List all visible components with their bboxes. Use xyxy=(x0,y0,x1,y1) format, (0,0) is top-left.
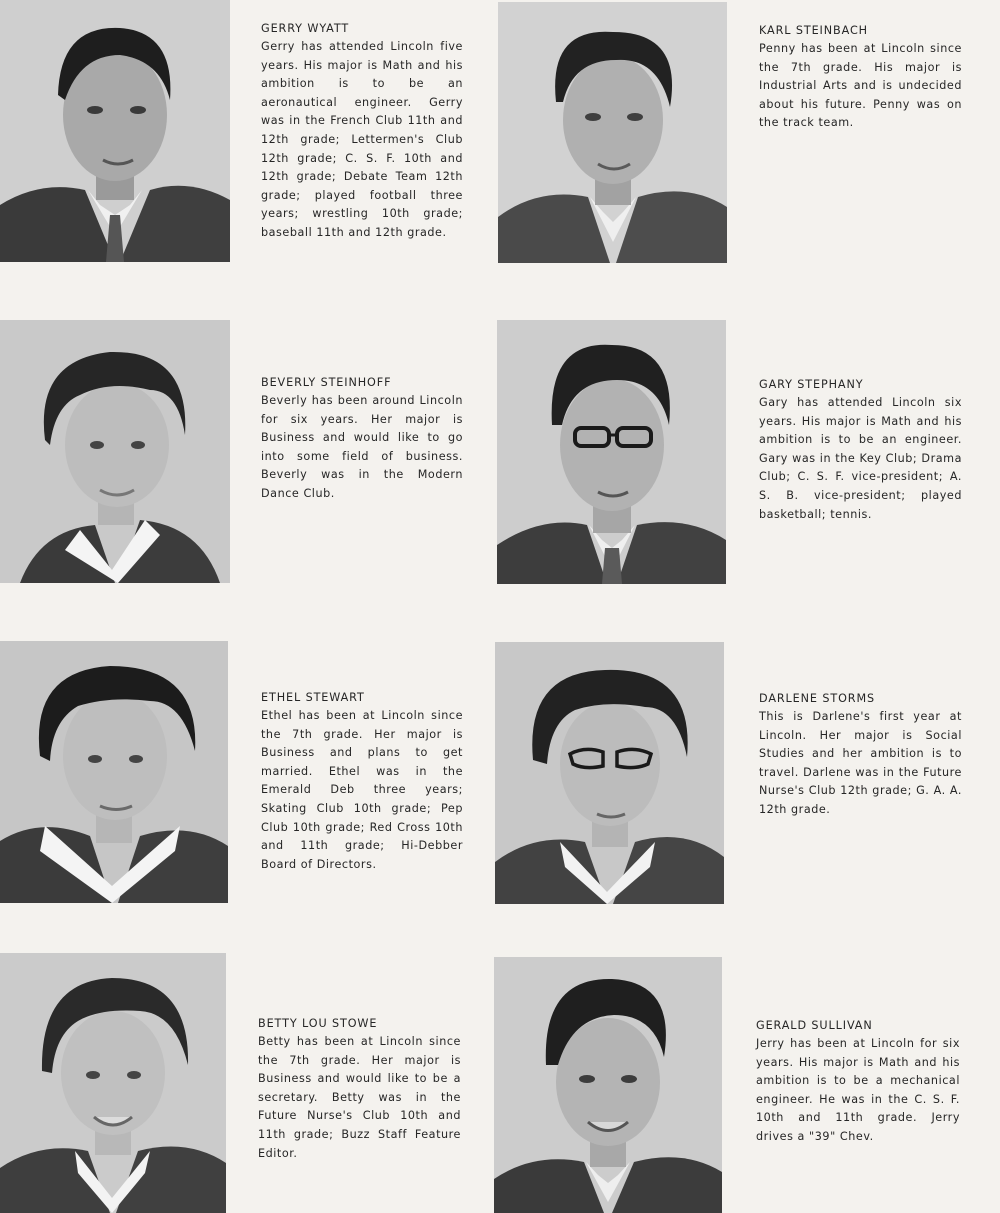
bio-block-gary-stephany xyxy=(759,376,962,524)
portrait-photo-gerry-wyatt xyxy=(0,0,230,262)
portrait-photo-gerald-sullivan xyxy=(494,957,722,1213)
student-name: BEVERLY STEINHOFF xyxy=(261,376,392,389)
portrait-photo-karl-steinbach xyxy=(498,2,727,263)
student-bio: Jerry has been at Lincoln for six years. His major is Math and his ambition is to be a mechanical engineer. He was in the C. S. F. 10th and 11th grade. Jerry drives a "39" Chev. xyxy=(756,1037,960,1143)
student-bio: Beverly has been around Lincoln for six years. Her major is Business and would like to go into some field of business. Beverly was in the Modern Dance Club. xyxy=(261,394,463,500)
student-bio: Penny has been at Lincoln since the 7th grade. His major is Industrial Arts and is undecided about his future. Penny was on the track team. xyxy=(759,42,962,130)
student-name: KARL STEINBACH xyxy=(759,24,868,37)
student-name: DARLENE STORMS xyxy=(759,692,876,705)
portrait-photo-darlene-storms xyxy=(495,642,724,904)
student-name: BETTY LOU STOWE xyxy=(258,1017,378,1030)
portrait-photo-betty-lou-stowe xyxy=(0,953,226,1213)
bio-block-ethel-stewart xyxy=(261,689,463,874)
student-name: GARY STEPHANY xyxy=(759,378,864,391)
student-name: GERRY WYATT xyxy=(261,22,350,35)
bio-block-darlene-storms xyxy=(759,690,962,820)
bio-block-gerry-wyatt xyxy=(261,20,463,243)
student-bio: This is Darlene's first year at Lincoln. Her major is Social Studies and her ambition is to travel. Darlene was in the Future Nurse's Club 12th grade; G. A. A. 12th grade. xyxy=(759,710,962,816)
bio-block-betty-lou-stowe xyxy=(258,1015,461,1163)
student-name: GERALD SULLIVAN xyxy=(756,1019,873,1032)
student-bio: Gerry has attended Lincoln five years. His major is Math and his ambition is to be an aeronautical engineer. Gerry was in the French Club 11th and 12th grade; Lettermen's Club 12th grade; C. S. F. 10th and 12th grade; Debate Team 12th grade; played football three years; wrestling 10th grade; baseball 11th and 12th grade. xyxy=(261,40,463,239)
student-bio: Gary has attended Lincoln six years. His major is Math and his ambition is to be an engineer. Gary was in the Key Club; Drama Club; C. S. F. vice-president; A. S. B. vice-president; played basketball; tennis. xyxy=(759,396,962,521)
student-name: ETHEL STEWART xyxy=(261,691,365,704)
student-bio: Betty has been at Lincoln since the 7th grade. Her major is Business and would like to be a secretary. Betty was in the Future Nurse's Club 10th and 11th grade; Buzz Staff Feature Editor. xyxy=(258,1035,461,1160)
bio-block-beverly-steinhoff xyxy=(261,374,463,504)
bio-block-gerald-sullivan xyxy=(756,1017,960,1147)
portrait-photo-beverly-steinhoff xyxy=(0,320,230,583)
portrait-photo-gary-stephany xyxy=(497,320,726,584)
bio-block-karl-steinbach xyxy=(759,22,962,133)
portrait-photo-ethel-stewart xyxy=(0,641,228,903)
student-bio: Ethel has been at Lincoln since the 7th grade. Her major is Business and plans to get married. Ethel was in the Emerald Deb three years; Skating Club 10th grade; Pep Club 10th grade; Red Cross 10th and 11th grade; Hi-Debber Board of Directors. xyxy=(261,709,463,871)
